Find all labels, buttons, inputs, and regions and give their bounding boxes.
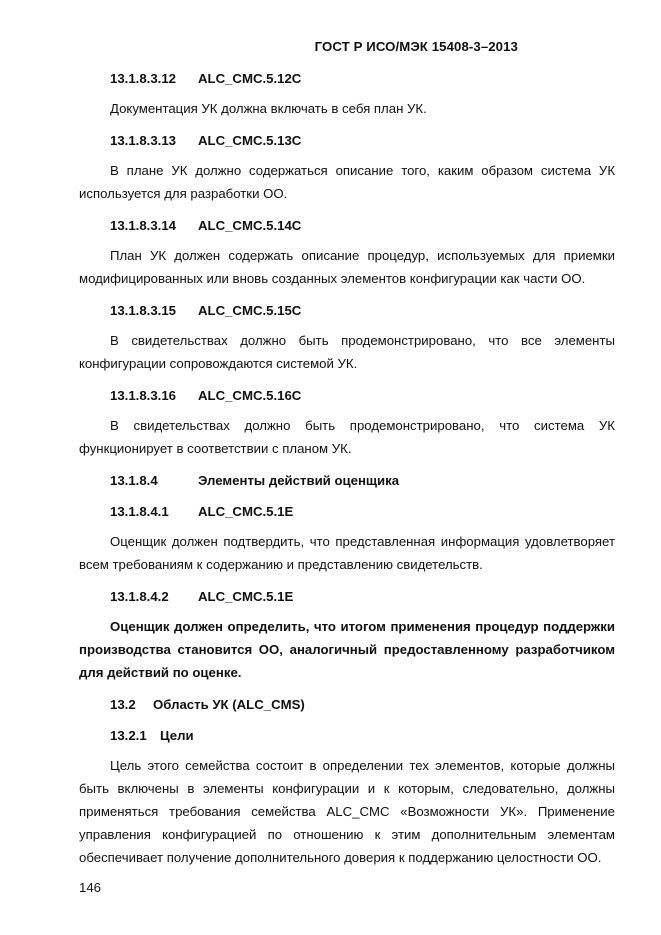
clause-number: 13.1.8.3.13 (110, 133, 176, 148)
clause-heading (110, 128, 615, 154)
objectives-text: Цель этого семейства состоит в определении тех элементов, которые должны быть включены в элементы конфигурации и к которым, следовательно, должны применяться требования семейства ALC_CMC «Возможности УК». Применение управления конфигурацией по отношению к этим дополнительным элементам обеспечивает получение дополнительного доверия к поддержанию целостности ОО. (79, 758, 615, 865)
clause-title: ALC_CMC.5.13C (198, 133, 302, 148)
clause-text: Документация УК должна включать в себя план УК. (110, 101, 427, 116)
clause-title: ALC_CMC.5.12C (198, 71, 302, 86)
clause-block (79, 66, 615, 128)
clause-block (79, 499, 615, 584)
page-number: 146 (79, 880, 102, 895)
clause-text: В свидетельствах должно быть продемонстрировано, что система УК функционирует в соответствии с планом УК. (79, 418, 615, 456)
clause-heading (110, 213, 615, 239)
section-number: 13.2 (110, 697, 136, 712)
section-heading (110, 468, 615, 494)
clause-text: Оценщик должен определить, что итогом применения процедур поддержки производства становится ОО, аналогичный предоставленному разработчиком для действий по оценке. (79, 619, 615, 680)
clause-text: Оценщик должен подтвердить, что представленная информация удовлетворяет всем требованиям к содержанию и представлению свидетельств. (79, 534, 615, 572)
section-number: 13.1.8.4 (110, 473, 158, 488)
clause-title: ALC_CMC.5.16C (198, 388, 302, 403)
subsection-heading (110, 723, 615, 749)
clause-block (79, 128, 615, 213)
clause-number: 13.1.8.4.1 (110, 504, 169, 519)
subsection-number: 13.2.1 (110, 728, 147, 743)
clause-number: 13.1.8.3.14 (110, 218, 176, 233)
clause-number: 13.1.8.3.12 (110, 71, 176, 86)
clause-number: 13.1.8.4.2 (110, 589, 169, 604)
clause-title: ALC_CMC.5.15C (198, 303, 302, 318)
clause-title: ALC_CMC.5.1E (198, 504, 294, 519)
clause-heading (110, 499, 615, 525)
document-header: ГОСТ Р ИСО/МЭК 15408-3–2013 (314, 39, 518, 54)
clause-number: 13.1.8.3.15 (110, 303, 176, 318)
clause-text: В свидетельствах должно быть продемонстрировано, что все элементы конфигурации сопровождаются системой УК. (79, 333, 615, 371)
section-title: Элементы действий оценщика (198, 473, 400, 488)
clause-heading (110, 298, 615, 324)
clause-block (79, 213, 615, 298)
clause-block (79, 584, 615, 692)
clause-title: ALC_CMC.5.14C (198, 218, 302, 233)
clause-title: ALC_CMC.5.1E (198, 589, 294, 604)
clause-number: 13.1.8.3.16 (110, 388, 176, 403)
clause-text: План УК должен содержать описание процедур, используемых для приемки модифицированных или вновь созданных элементов конфигурации как части ОО. (79, 248, 615, 286)
clause-block (79, 298, 615, 383)
clause-text: В плане УК должно содержаться описание того, каким образом система УК используется для разработки ОО. (79, 163, 615, 201)
clause-heading (110, 584, 615, 610)
clause-block (79, 383, 615, 468)
subsection-title: Цели (160, 728, 194, 743)
clause-heading (110, 66, 615, 92)
document-body (79, 66, 615, 869)
section-heading (110, 692, 615, 718)
clause-heading (110, 383, 615, 409)
section-title: Область УК (ALC_CMS) (153, 697, 305, 712)
